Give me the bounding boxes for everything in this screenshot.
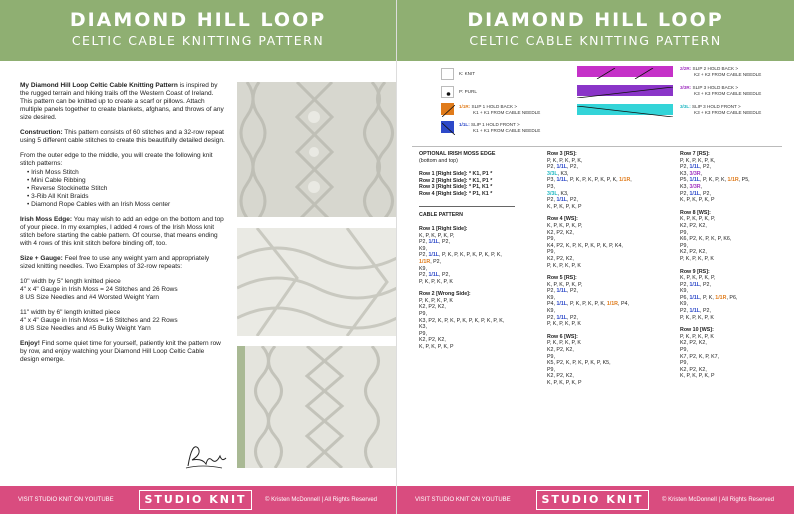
pattern-line: K, P, K, P, K, P bbox=[680, 373, 715, 380]
legend-line: K1 + K1 FROM CABLE NEEDLE bbox=[473, 128, 541, 133]
legend-code: 1/1R: bbox=[459, 104, 471, 109]
cable-code: 3/3L bbox=[547, 170, 558, 177]
example-line: 8 US Size Needles and #5 Bulky Weight Yarn bbox=[20, 325, 151, 332]
row-lines bbox=[547, 340, 677, 386]
pattern-line: K9, bbox=[419, 265, 427, 272]
pattern-line: K4, P2, K, P, K, P, K, P, K, P, K4, bbox=[547, 242, 623, 249]
legend-line: K2 + K2 FROM CABLE NEEDLE bbox=[694, 72, 762, 77]
pattern-line: P9, bbox=[680, 347, 688, 354]
pattern-line: P2, 1/1L, P2, bbox=[547, 197, 578, 204]
legend-divider bbox=[412, 146, 782, 147]
page-title: DIAMOND HILL LOOP bbox=[69, 9, 327, 31]
pattern-line: P9, bbox=[680, 229, 688, 236]
example-line: 8 US Size Needles and #4 Worsted Weight Yarn bbox=[20, 294, 159, 301]
legend-3-3r bbox=[680, 85, 761, 97]
legend-1-1r bbox=[459, 104, 540, 116]
page-subtitle: CELTIC CABLE KNITTING PATTERN bbox=[71, 33, 325, 48]
pattern-line: K2, P2, K2, bbox=[547, 347, 574, 354]
pattern-line: K, P, K, P, K, P, bbox=[680, 275, 716, 282]
edge-row: Row 1 [Right Side]: * K1, P1 * bbox=[419, 171, 493, 178]
pattern-line: P, K, P, K, P, K bbox=[680, 314, 714, 321]
pattern-line: P, K, P, K, P, K bbox=[680, 255, 714, 262]
pattern-line: K6, P2, K, P, K, P, K6, bbox=[680, 236, 732, 243]
pattern-line: P2, 1/1L, P2, bbox=[680, 190, 711, 197]
stitch-legend bbox=[397, 0, 794, 150]
youtube-link[interactable]: VISIT STUDIO KNIT ON YOUTUBE bbox=[18, 497, 114, 503]
edge-row: Row 2 [Right Side]: * K1, P1 * bbox=[419, 177, 493, 184]
pattern-line: K2, P2, K2, bbox=[680, 340, 707, 347]
copyright-text: © Kristen McDonnell | All Rights Reserved bbox=[265, 497, 378, 503]
pattern-line: K2, P2, K2, bbox=[547, 255, 574, 262]
knit-swatch bbox=[441, 68, 454, 80]
pattern-line: P9, bbox=[680, 242, 688, 249]
youtube-link[interactable]: VISIT STUDIO KNIT ON YOUTUBE bbox=[415, 497, 511, 503]
pattern-line: P9, bbox=[547, 236, 555, 243]
outer-edge-paragraph: From the outer edge to the middle, you will create the following knit stitch patterns: bbox=[20, 152, 213, 167]
cable-code: 1/1R bbox=[619, 177, 631, 184]
row-lines bbox=[547, 282, 677, 328]
pattern-line: P, K, P, K, P, K, bbox=[680, 157, 716, 164]
legend-code: 1/1L: bbox=[459, 122, 470, 127]
size-gauge-bold: Size + Gauge: bbox=[20, 255, 63, 262]
construction-text: This pattern consists of 60 stitches and a 32-row repeat using 5 different cable stitches to create this beautifully detailed design. bbox=[20, 129, 225, 144]
pattern-line: K, P, K, P, K, P, bbox=[680, 216, 716, 223]
legend-line: SLIP 3 HOLD FRONT > bbox=[692, 104, 741, 109]
example-line: 11" width by 6" length knitted piece bbox=[20, 309, 121, 316]
list-item: • Reverse Stockinette Stitch bbox=[27, 185, 108, 192]
section-subtitle: (bottom and top) bbox=[419, 157, 458, 164]
pattern-line: 1/1R, P2, bbox=[419, 258, 442, 265]
pattern-line: P, K, P, K, P, K bbox=[680, 333, 714, 340]
pattern-line: P9, bbox=[547, 249, 555, 256]
pattern-line: 3/3L, K3, bbox=[547, 170, 569, 177]
legend-code: 3/3L: bbox=[680, 104, 691, 109]
pattern-line: K2, P2, K2, bbox=[680, 366, 707, 373]
pattern-line: K3, P2, K, P, K, P, K, P, K, P, K, P, K, bbox=[419, 317, 505, 324]
intro-paragraph bbox=[20, 82, 225, 122]
size-gauge-paragraph bbox=[20, 255, 225, 271]
stitch-list bbox=[20, 169, 225, 209]
row-title: Row 1 [Right Side]: bbox=[419, 225, 468, 232]
row-title: Row 10 [WS]: bbox=[680, 327, 714, 334]
cable-code: 1/1L bbox=[689, 294, 701, 301]
construction-bold: Construction: bbox=[20, 129, 63, 136]
section-divider bbox=[419, 206, 515, 207]
enjoy-paragraph bbox=[20, 340, 225, 364]
example-line: 4" x 4" Gauge in Irish Moss = 24 Stitches and 26 Rows bbox=[20, 286, 178, 293]
pattern-line: K, P, K, P, K, P, bbox=[547, 222, 583, 229]
row-title: Row 9 [RS]: bbox=[680, 268, 710, 275]
pattern-line: K7, P2, K, P, K7, bbox=[680, 353, 720, 360]
pattern-line: K2, P2, K2, bbox=[419, 304, 446, 311]
studio-knit-logo: STUDIO KNIT bbox=[139, 490, 252, 510]
cable-code: 1/1L bbox=[428, 272, 440, 279]
pattern-line: P, K, P, K, P, K bbox=[419, 297, 453, 304]
pattern-line: P, K, P, K, P, K bbox=[547, 321, 581, 328]
pattern-line: P9, bbox=[547, 366, 555, 373]
intro-bold: My Diamond Hill Loop Celtic Cable Knitting Pattern bbox=[20, 82, 178, 89]
page-title: DIAMOND HILL LOOP bbox=[467, 9, 724, 31]
legend-knit: K: KNIT bbox=[459, 71, 476, 76]
cable-code: 3/3R bbox=[689, 183, 701, 190]
pattern-line: P2, 1/1L, P, K, P, K, P, K, P, K, P, K, bbox=[419, 252, 502, 259]
cable-code: 1/1L bbox=[689, 177, 701, 184]
cable-code: 1/1L bbox=[689, 281, 701, 288]
cable-2-2r-swatch bbox=[577, 66, 673, 77]
pattern-line: K2, P2, K2, bbox=[680, 249, 707, 256]
cable-3-3l-swatch bbox=[577, 104, 673, 115]
pattern-line: K, P, K, P, K, P bbox=[547, 380, 582, 386]
pattern-line: P9, bbox=[547, 353, 555, 360]
legend-line: K3 + K3 FROM CABLE NEEDLE bbox=[694, 91, 762, 96]
header-banner bbox=[0, 0, 396, 61]
cable-code: 1/1R bbox=[715, 294, 727, 301]
construction-paragraph bbox=[20, 129, 225, 145]
section-title: CABLE PATTERN bbox=[419, 212, 463, 219]
pattern-line: K2, P2, K2, bbox=[547, 229, 574, 236]
pattern-line: P3, bbox=[547, 183, 555, 190]
intro-text: is inspired by the rugged terrain and hiking trails off the Western Coast of Ireland. This pattern can be knitted up to create a scarf or pillows. Attach multiple panels together to create blankets, afghans, and throws of any size desired. bbox=[20, 82, 224, 121]
pattern-line: P, K, P, K, P, K, bbox=[547, 157, 583, 164]
pattern-line: P2, 1/1L, P2, bbox=[419, 272, 450, 279]
row-title: Row 3 [RS]: bbox=[547, 151, 577, 157]
pattern-line: K5, P2, K, P, K, P, K, P, K5, bbox=[547, 360, 611, 367]
list-item: • Mini Cable Ribbing bbox=[27, 177, 86, 184]
cable-1-1l-swatch bbox=[441, 121, 454, 133]
pattern-line: P, K, P, K, P, K bbox=[547, 340, 581, 347]
legend-line: SLIP 1 HOLD BACK > bbox=[471, 104, 518, 109]
legend-2-2r bbox=[680, 66, 761, 78]
example-one bbox=[20, 278, 225, 302]
list-item: • Irish Moss Stitch bbox=[27, 169, 79, 176]
pattern-line: P6, 1/1L, P, K, 1/1R, P6, bbox=[680, 294, 738, 301]
row-lines bbox=[680, 158, 792, 204]
knit-photo-top bbox=[237, 82, 397, 217]
cable-3-3r-swatch bbox=[577, 85, 673, 96]
intro-column bbox=[20, 82, 225, 371]
legend-purl: P: PURL bbox=[459, 89, 477, 94]
pattern-line: P2, 1/1L, P2, bbox=[680, 164, 711, 171]
pattern-line: K9, bbox=[680, 288, 688, 295]
row-title: Row 2 [Wrong Side]: bbox=[419, 291, 471, 298]
moss-edge-text: You may wish to add an edge on the bottom and top of your piece. In my examples, I added 4 rows of the Irish Moss knit stitch before starting the cable pattern. Of course, that means ending with 4 rows of this knit stitch before binding off, too. bbox=[20, 216, 224, 247]
cable-code: 1/1L bbox=[556, 288, 568, 295]
legend-line: SLIP 3 HOLD BACK > bbox=[692, 85, 739, 90]
cable-code: 1/1L bbox=[556, 197, 568, 204]
section-title: OPTIONAL IRISH MOSS EDGE bbox=[419, 151, 496, 157]
studio-knit-logo: STUDIO KNIT bbox=[536, 490, 649, 510]
moss-edge-paragraph bbox=[20, 216, 225, 248]
row-lines bbox=[680, 334, 792, 380]
pattern-line: K9, bbox=[547, 308, 555, 315]
copyright-text: © Kristen McDonnell | All Rights Reserved bbox=[662, 497, 775, 503]
edge-row: Row 4 [Right Side]: * P1, K1 * bbox=[419, 190, 493, 197]
pattern-line: P5, 1/1L, P, K, P, K, 1/1R, P5, bbox=[680, 177, 750, 184]
cable-code: 1/1L bbox=[556, 164, 568, 171]
pattern-line: K3, 3/3R, bbox=[680, 170, 703, 177]
example-two bbox=[20, 309, 225, 333]
pattern-column-2 bbox=[547, 151, 677, 387]
pattern-line: P4, 1/1L, P, K, P, K, P, K, 1/1R, P4, bbox=[547, 301, 629, 308]
pattern-line: K, P, K, P, K, P bbox=[547, 203, 582, 210]
pattern-line: K2, P2, K2, bbox=[419, 337, 446, 344]
row-lines bbox=[680, 275, 792, 321]
cable-code: 1/1L bbox=[428, 239, 440, 246]
cable-code: 3/3R bbox=[689, 170, 701, 177]
list-item: • Diamond Rope Cables with an Irish Moss center bbox=[27, 201, 171, 208]
pattern-line: K2, P2, K2, bbox=[680, 222, 707, 229]
moss-edge-bold: Irish Moss Edge: bbox=[20, 216, 73, 223]
cable-code: 1/1L bbox=[556, 177, 568, 184]
pattern-line: P2, 1/1L, P2, bbox=[680, 281, 711, 288]
cable-code: 1/1L bbox=[689, 190, 701, 197]
right-page bbox=[397, 0, 794, 514]
legend-code: 2/2R: bbox=[680, 66, 692, 71]
legend-code: 3/3R: bbox=[680, 85, 692, 90]
row-lines bbox=[547, 158, 677, 211]
purl-swatch bbox=[441, 86, 454, 98]
edge-row: Row 3 [Right Side]: * P1, K1 * bbox=[419, 184, 493, 191]
row-title: Row 7 [RS]: bbox=[680, 151, 710, 157]
pattern-line: P9, bbox=[680, 360, 688, 367]
cable-code: 1/1R bbox=[727, 177, 739, 184]
pattern-line: P2, 1/1L, P2, bbox=[547, 164, 578, 171]
knit-photo-bottom bbox=[237, 346, 397, 468]
row-lines bbox=[547, 223, 677, 269]
pattern-column-3 bbox=[680, 151, 792, 380]
cable-code: 1/1L bbox=[689, 308, 701, 315]
pattern-line: K9, bbox=[547, 294, 555, 301]
pattern-line: P9, bbox=[419, 311, 427, 318]
signature-icon bbox=[182, 438, 227, 473]
cable-code: 1/1L bbox=[556, 301, 568, 308]
pattern-line: K, P, K, P, K, P bbox=[419, 344, 454, 351]
cable-code: 1/1L bbox=[689, 164, 701, 171]
pattern-line: P, K, P, K, P, K bbox=[419, 278, 453, 285]
example-line: 4" x 4" Gauge in Irish Moss = 16 Stitches and 22 Rows bbox=[20, 317, 178, 324]
row-title: Row 8 [WS]: bbox=[680, 209, 711, 216]
pattern-line: P2, 1/1L, P2, bbox=[547, 314, 578, 321]
pattern-column-1 bbox=[419, 151, 544, 351]
pattern-line: 3/3L, K3, bbox=[547, 190, 569, 197]
cable-code: 1/1R bbox=[606, 301, 619, 308]
legend-line: SLIP 2 HOLD BACK > bbox=[692, 66, 739, 71]
legend-3-3l bbox=[680, 104, 761, 116]
cable-1-1r-swatch bbox=[441, 103, 454, 115]
pattern-line: P2, 1/1L, P2, bbox=[547, 288, 578, 295]
row-title: Row 6 [WS]: bbox=[547, 333, 578, 340]
row-title: Row 4 [WS]: bbox=[547, 216, 578, 223]
pattern-line: P9, bbox=[419, 330, 427, 337]
pattern-line: K, P, K, P, K, P, bbox=[547, 281, 583, 288]
pattern-line: K3, 3/3R, bbox=[680, 183, 703, 190]
enjoy-text: Find some quiet time for yourself, patiently knit the pattern row by row, and enjoy watching your Diamond Hill Loop Celtic Cable design emerge. bbox=[20, 340, 221, 363]
example-line: 10" width by 5" length knitted piece bbox=[20, 278, 121, 285]
row-lines bbox=[419, 233, 544, 286]
pattern-line: K, P, K, P, K, P bbox=[680, 197, 715, 204]
row-lines bbox=[419, 298, 544, 351]
pattern-line: P, K, P, K, P, K bbox=[547, 262, 581, 269]
legend-line: SLIP 1 HOLD FRONT > bbox=[471, 122, 520, 127]
cable-code: 1/1L bbox=[428, 252, 440, 259]
pattern-line: P2, 1/1L, P2, bbox=[419, 239, 450, 246]
legend-line: K1 + K1 FROM CABLE NEEDLE bbox=[473, 110, 541, 115]
pattern-line: K3, bbox=[419, 324, 427, 331]
row-title: Row 5 [RS]: bbox=[547, 275, 577, 282]
pattern-line: K2, P2, K2, bbox=[547, 373, 574, 380]
legend-line: K3 + K3 FROM CABLE NEEDLE bbox=[694, 110, 762, 115]
size-gauge-text: Feel free to use any weight yarn and appropriately sized knitting needles. Two Examples of 32-row repeats: bbox=[20, 255, 210, 270]
row-lines bbox=[680, 216, 792, 262]
knit-photo-middle bbox=[237, 228, 397, 336]
pattern-line: K, P, K, P, K, P, bbox=[419, 232, 455, 239]
cable-code: 1/1R bbox=[419, 258, 431, 265]
enjoy-bold: Enjoy! bbox=[20, 340, 40, 347]
pattern-line: P2, 1/1L, P2, bbox=[680, 308, 711, 315]
page-subtitle: CELTIC CABLE KNITTING PATTERN bbox=[469, 33, 722, 48]
footer-bar bbox=[397, 486, 794, 514]
legend-1-1l bbox=[459, 122, 540, 134]
pattern-line: P3, 1/1L, P, K, P, K, P, K, P, K, 1/1R, bbox=[547, 177, 632, 184]
cable-code: 1/1L bbox=[556, 314, 568, 321]
pattern-line: K9, bbox=[680, 301, 688, 308]
footer-bar bbox=[0, 486, 397, 514]
list-item: • 3-Rib All Knit Braids bbox=[27, 193, 89, 200]
cable-code: 3/3L bbox=[547, 190, 558, 197]
pattern-line: K9, bbox=[419, 245, 427, 252]
